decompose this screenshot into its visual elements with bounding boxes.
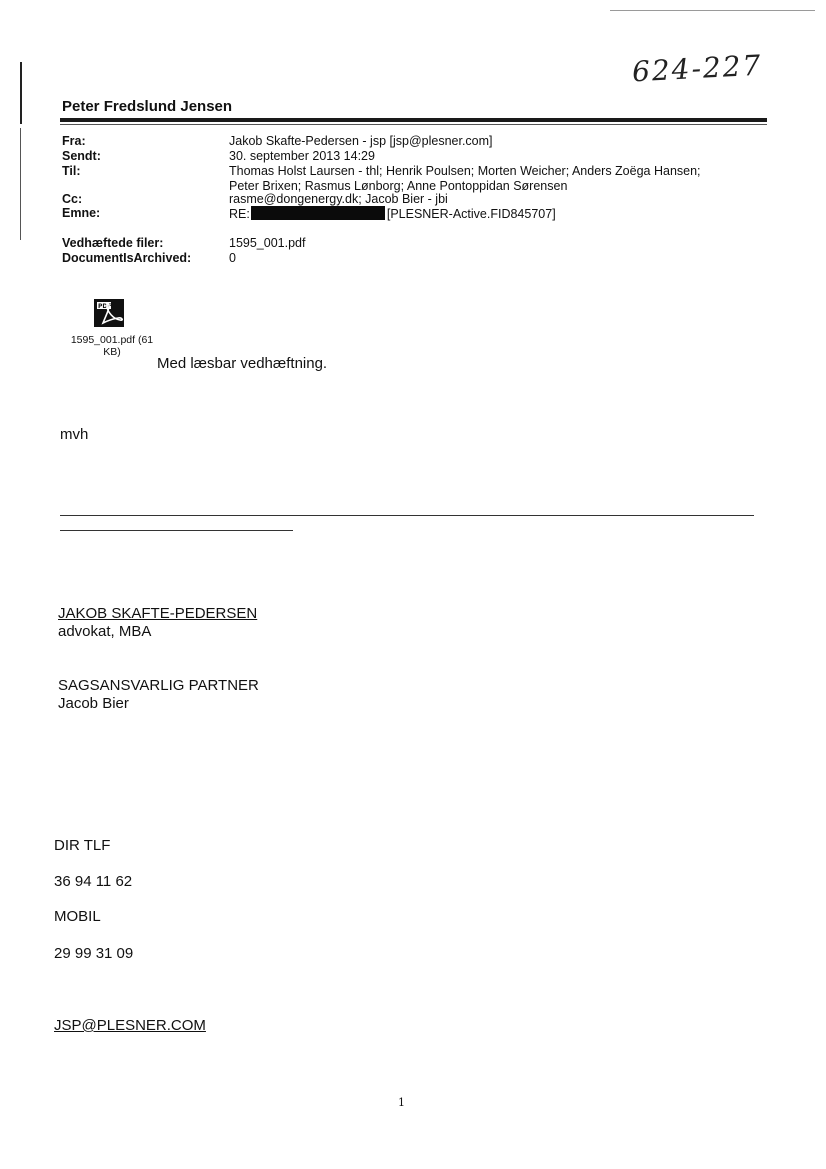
page-number: 1 (398, 1096, 405, 1109)
attachment-size: KB) (103, 346, 121, 358)
header-divider-thin (60, 124, 767, 125)
email-link[interactable]: JSP@PLESNER.COM (54, 1017, 206, 1034)
signature-divider (60, 515, 754, 516)
from-value: Jakob Skafte-Pedersen - jsp [jsp@plesner.com] (229, 134, 493, 148)
attachments-label: Vedhæftede filer: (62, 236, 164, 250)
closing-text: mvh (60, 426, 89, 443)
from-label: Fra: (62, 134, 86, 148)
to-value: Thomas Holst Laursen - thl; Henrik Poulsen; Morten Weicher; Anders Zoëga Hansen; (229, 164, 701, 178)
partner-heading: SAGSANSVARLIG PARTNER (58, 677, 259, 694)
to-label: Til: (62, 164, 81, 178)
signature-name-link[interactable]: JAKOB SKAFTE-PEDERSEN (58, 605, 258, 622)
attachment-filename: 1595_001.pdf (61 (70, 334, 154, 346)
subject-value (229, 206, 556, 222)
pdf-badge-text: PDF (98, 303, 112, 310)
pdf-icon-graphic (93, 298, 125, 328)
cc-label: Cc: (62, 192, 83, 206)
sent-value: 30. september 2013 14:29 (229, 149, 375, 163)
phone-label: DIR TLF (54, 837, 111, 854)
header-divider (60, 118, 767, 122)
scan-margin-mark (20, 128, 21, 240)
cc-value: rasme@dongenergy.dk; Jacob Bier - jbi (229, 192, 448, 206)
attachment-caption[interactable] (62, 334, 162, 358)
subject-suffix: [PLESNER-Active.FID845707] (386, 207, 556, 221)
to-value-continued: Peter Brixen; Rasmus Lønborg; Anne Pontoppidan Sørensen (229, 179, 568, 193)
mobile-label: MOBIL (54, 908, 101, 925)
printout-owner-name: Peter Fredslund Jensen (62, 98, 233, 115)
message-text: Med læsbar vedhæftning. (157, 355, 328, 372)
phone-number: 36 94 11 62 (54, 873, 133, 890)
scan-edge-line (610, 10, 815, 11)
subject-prefix: RE: (229, 207, 250, 221)
archived-label: DocumentIsArchived: (62, 251, 192, 265)
sent-label: Sendt: (62, 149, 101, 163)
pdf-file-icon[interactable] (93, 298, 125, 328)
attachments-value: 1595_001.pdf (229, 236, 306, 250)
archived-value: 0 (229, 251, 236, 265)
redaction-block (251, 206, 385, 220)
partner-name: Jacob Bier (58, 695, 129, 712)
signature-title: advokat, MBA (58, 623, 152, 640)
subject-label: Emne: (62, 206, 101, 220)
mobile-number: 29 99 31 09 (54, 945, 134, 962)
scan-margin-mark (20, 62, 22, 124)
handwritten-document-number: 624-227 (631, 48, 764, 89)
signature-divider-short (60, 530, 293, 531)
